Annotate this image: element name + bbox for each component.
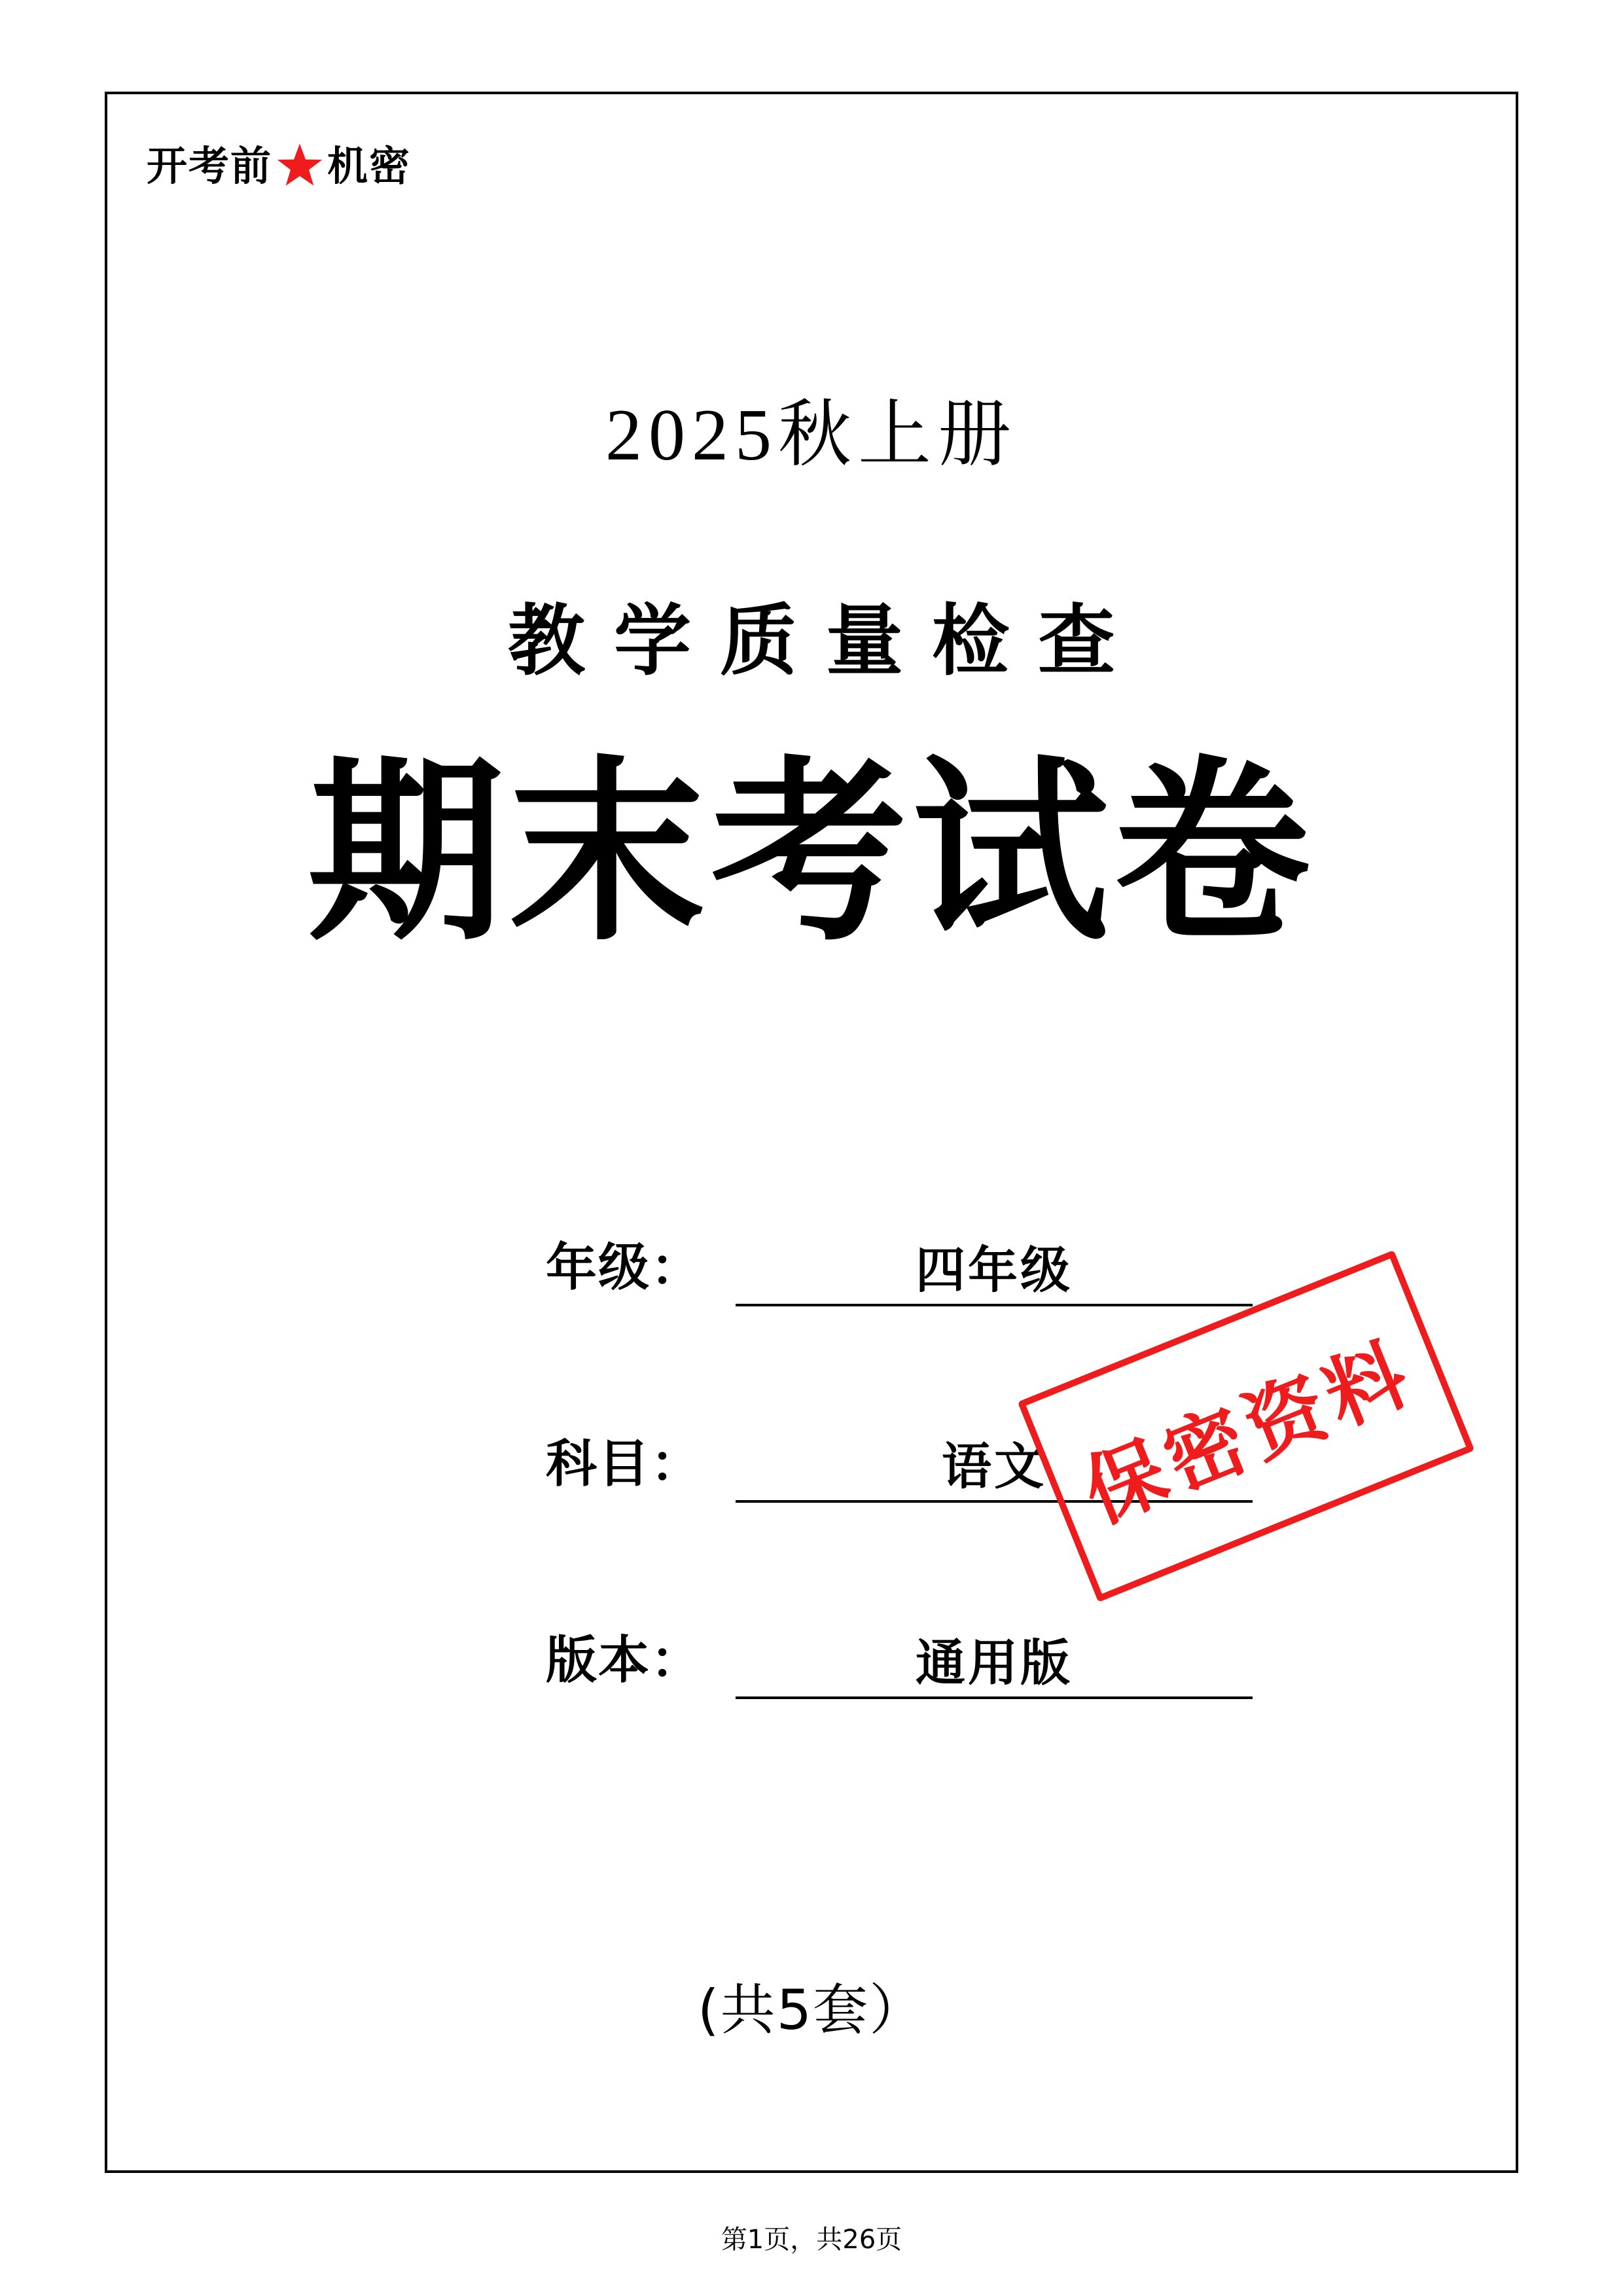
year-term-title: 2025秋上册 xyxy=(605,395,1018,476)
edition-value: 通用版 xyxy=(916,1634,1073,1692)
subject-label: 科目： xyxy=(546,1434,704,1494)
grade-label: 年级： xyxy=(546,1238,704,1297)
page-title: 期末考试卷 xyxy=(308,739,1315,967)
field-row-edition xyxy=(474,1619,1338,1816)
grade-underline xyxy=(736,1304,1253,1306)
set-count-label: (共5套） xyxy=(697,1978,926,2042)
edition-underline xyxy=(736,1696,1253,1699)
subject-value: 语文 xyxy=(942,1437,1046,1496)
red-star-icon xyxy=(275,141,325,190)
page-footer: 第1页，共26页 xyxy=(721,2225,902,2255)
grade-value: 四年级 xyxy=(916,1241,1073,1299)
stamp-label: 保密资料 xyxy=(1070,1323,1427,1541)
confidential-notice xyxy=(147,134,411,192)
confidential-prefix-text: 开考前 xyxy=(147,142,273,190)
subtitle-quality-check: 教学质量检查 xyxy=(507,595,1144,686)
cover-border-frame xyxy=(105,92,1518,2173)
confidential-suffix-text: 机密 xyxy=(327,142,412,190)
edition-label: 版本： xyxy=(546,1630,704,1690)
